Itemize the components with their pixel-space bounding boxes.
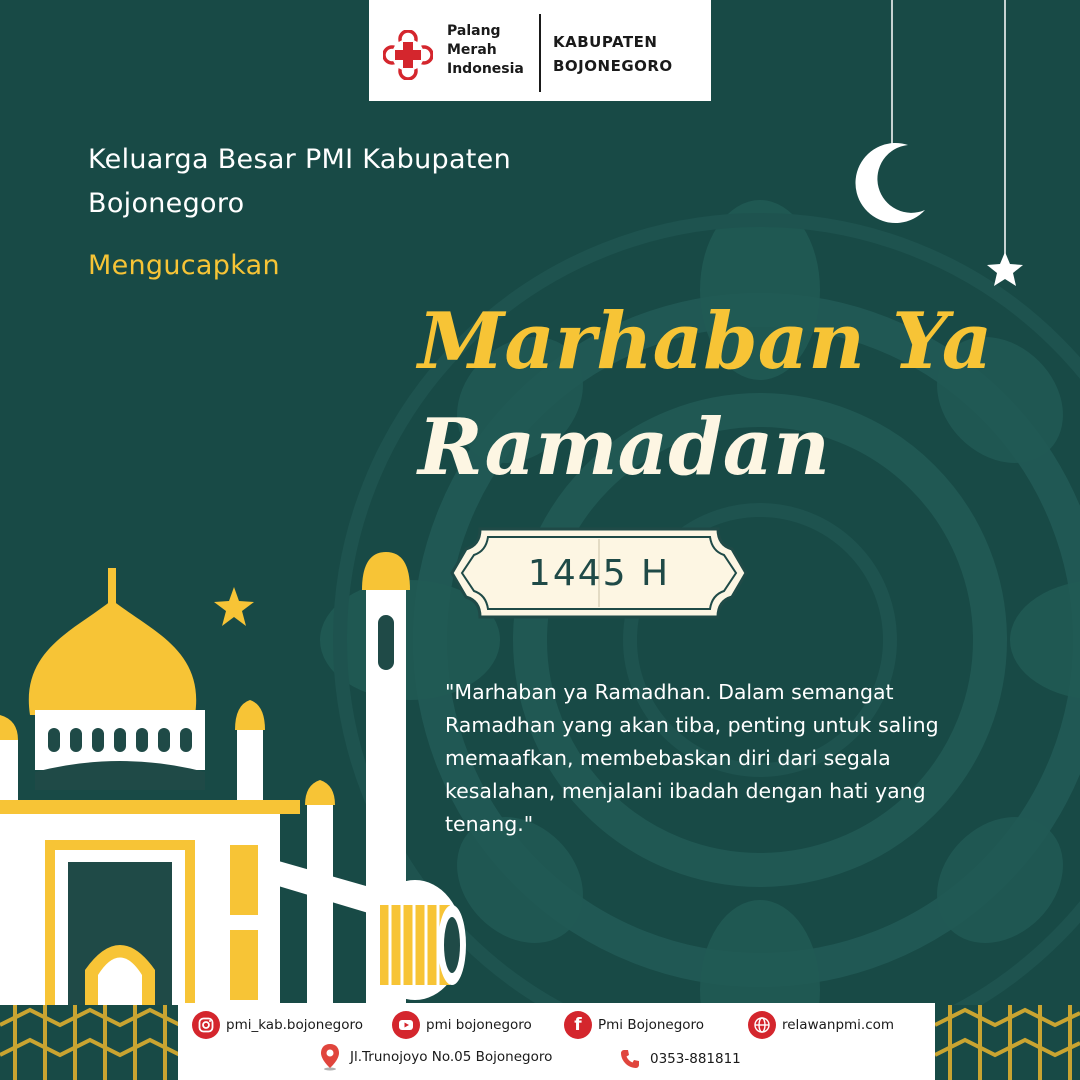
logo-org-name [447, 22, 524, 79]
title-marhaban-ya: Marhaban Ya [418, 296, 993, 387]
ramadan-message: "Marhaban ya Ramadhan. Dalam semangat Ramadhan yang akan tiba, penting untuk saling memaafkan, membebaskan diri dari segala kesalahan, menjalani ibadah dengan hati yang tenang." [445, 680, 939, 836]
mosque-illustration [0, 540, 480, 1010]
globe-icon [748, 1011, 776, 1039]
pmi-emblem-icon [383, 30, 433, 80]
instagram-handle: pmi_kab.bojonegoro [226, 1017, 363, 1033]
year-label: 1445 H [527, 552, 671, 594]
hanging-ornaments [830, 0, 1070, 300]
contact-facebook[interactable] [564, 1011, 704, 1039]
location-pin-icon [316, 1043, 344, 1071]
youtube-icon [392, 1011, 420, 1039]
logo-region-name [553, 30, 673, 78]
logo-region-line: KABUPATEN [553, 33, 658, 51]
greeting-from: Keluarga Besar PMI Kabupaten Bojonegoro [88, 144, 511, 219]
logo-org-line: Indonesia [447, 61, 524, 77]
phone-number: 0353-881811 [650, 1051, 741, 1067]
footer-pattern [935, 1005, 1080, 1080]
website-url: relawanpmi.com [782, 1017, 895, 1033]
youtube-channel: pmi bojonegoro [426, 1017, 532, 1033]
address-text: Jl.Trunojoyo No.05 Bojonegoro [350, 1049, 553, 1065]
instagram-icon [192, 1011, 220, 1039]
logo-org-line: Merah [447, 42, 497, 58]
star-icon [987, 252, 1023, 286]
contact-instagram[interactable] [192, 1011, 363, 1039]
title-ramadan: Ramadan [418, 402, 831, 493]
contact-address [316, 1043, 552, 1071]
facebook-page: Pmi Bojonegoro [598, 1017, 705, 1033]
facebook-icon: f [564, 1011, 592, 1039]
contact-phone[interactable] [616, 1045, 741, 1073]
footer-contact-bar [178, 1003, 935, 1080]
logo-region-line: BOJONEGORO [553, 57, 673, 75]
greeting-verb: Mengucapkan [88, 250, 280, 281]
pmi-logo-header [369, 0, 711, 101]
contact-website[interactable] [748, 1011, 894, 1039]
contact-youtube[interactable] [392, 1011, 532, 1039]
footer-pattern [0, 1005, 180, 1080]
logo-org-line: Palang [447, 23, 501, 39]
crescent-moon-icon [855, 143, 925, 223]
logo-divider [539, 14, 541, 92]
phone-icon [616, 1045, 644, 1073]
